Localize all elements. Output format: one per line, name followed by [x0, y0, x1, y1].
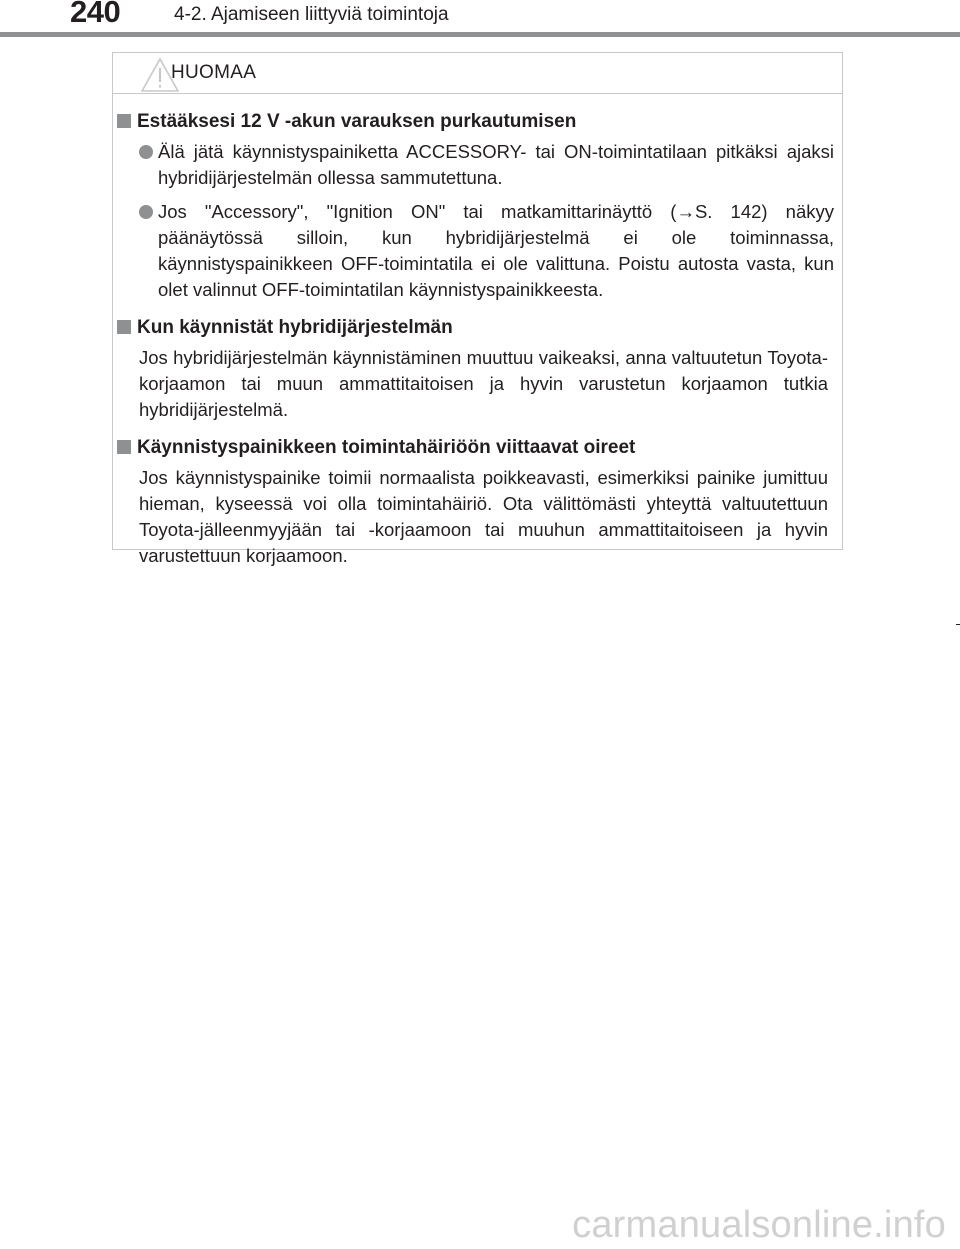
round-bullet-icon: [139, 205, 153, 219]
notice-label: HUOMAA: [171, 62, 257, 83]
section-title: 4-2. Ajamiseen liittyviä toimintoja: [174, 4, 449, 25]
section-heading: [113, 435, 842, 461]
section-battery: [113, 109, 842, 303]
notice-box: [112, 52, 843, 566]
section-paragraph: Jos hybridijärjestelmän käynnistäminen muuttuu vaikeaksi, anna valtuutetun Toyota-korjaamon tai muun ammattitaitoisen ja hyvin varustetun korjaamon tutkia hybridijärjestelmä.: [139, 347, 828, 420]
square-bullet-icon: [117, 440, 131, 454]
list-item: [113, 139, 842, 191]
notice-content: [113, 109, 842, 581]
page-header: [0, 0, 960, 40]
section-heading-text: Kun käynnistät hybridijärjestelmän: [137, 317, 453, 338]
section-malfunction: [113, 435, 842, 569]
notice-header: [113, 53, 842, 94]
page-number: 240: [70, 0, 121, 29]
section-heading: [113, 109, 842, 135]
edge-mark: [956, 624, 960, 625]
square-bullet-icon: [117, 114, 131, 128]
watermark: carmanualsonline.info: [572, 1204, 946, 1246]
square-bullet-icon: [117, 320, 131, 334]
section-paragraph: Jos käynnistyspainike toimii normaalista poikkeavasti, esimerkiksi painike jumittuu hieman, kyseessä voi olla toimintahäiriö. Ota välittömästi yhteyttä valtuutettuun Toyota-jälleenmyyjään tai -korjaamoon tai muuhun ammattitaitoiseen ja hyvin varustettuun korjaamoon.: [139, 467, 828, 566]
section-heading: [113, 315, 842, 341]
list-item: [113, 199, 842, 303]
list-item-text: Jos "Accessory", "Ignition ON" tai matkamittarinäyttö (→S. 142) näkyy päänäytössä silloin, kun hybridijärjestelmä ei ole toiminnassa, käynnistyspainikkeen OFF-toimintatila ei ole valittuna. Poistu autosta vasta, kun olet valinnut OFF-toimintatilan käynnistyspainikkeesta.: [158, 201, 834, 300]
round-bullet-icon: [139, 145, 153, 159]
section-starting: [113, 315, 842, 423]
section-heading-text: Estääksesi 12 V -akun varauksen purkautumisen: [137, 111, 577, 132]
list-item-text: Älä jätä käynnistyspainiketta ACCESSORY- tai ON-toimintatilaan pitkäksi ajaksi hybridijärjestelmän ollessa sammutettuna.: [158, 141, 834, 188]
header-rule: [0, 32, 960, 37]
section-heading-text: Käynnistyspainikkeen toimintahäiriöön viittaavat oireet: [137, 437, 636, 458]
